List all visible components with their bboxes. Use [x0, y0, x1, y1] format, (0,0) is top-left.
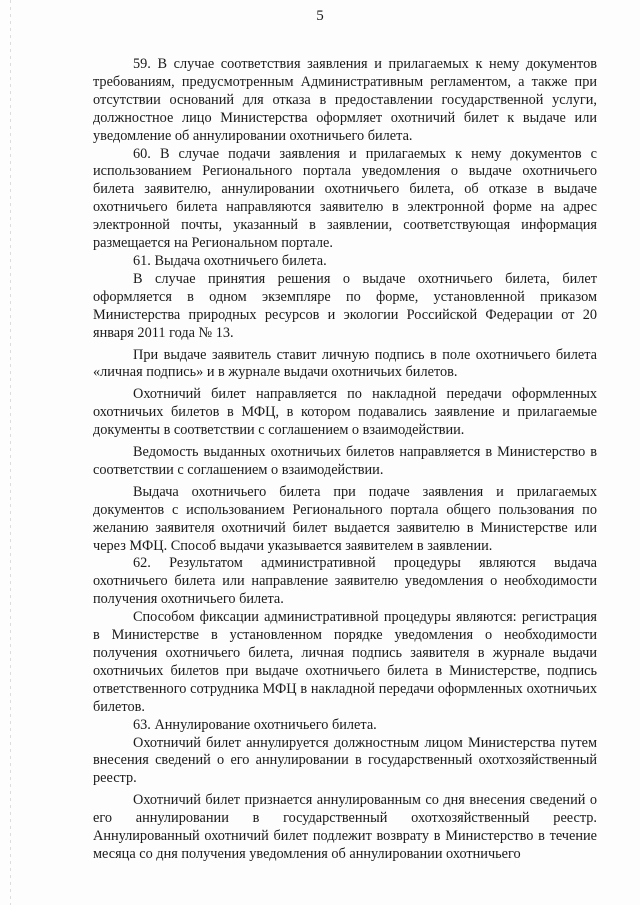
paragraph-63-heading: 63. Аннулирование охотничьего билета. — [133, 716, 377, 733]
paragraph-62: 62. Результатом административной процедуры являются выдача охотничьего билета или направление заявителю уведомления о необходимости получения охотничьего билета. — [93, 555, 597, 608]
scan-edge-left — [10, 0, 11, 905]
paragraph-61-form: В случае принятия решения о выдаче охотничьего билета, билет оформляется в одном экземпляре по форме, установленной приказом Министерства природных ресурсов и экологии Российской Федерации от 20 января 2011 года № 13. — [93, 270, 597, 341]
paragraph-61-portal: Выдача охотничьего билета при подаче заявления и прилагаемых документов с использованием Регионального портала общего пользования по желанию заявителя охотничий билет выдается заявителю в Министерстве или через МФЦ. Способ выдачи указывается заявителем в заявлении. — [93, 483, 597, 554]
paragraph-59: 59. В случае соответствия заявления и прилагаемых к нему документов требованиям, предусмотренным Административным регламентом, а также при отсутствии оснований для отказа в предоставлении государственной услуги, должностное лицо Министерства оформляет охотничий билет к выдаче или уведомление об аннулировании охотничьего билета. — [93, 56, 597, 144]
paragraph-61-statement: Ведомость выданных охотничьих билетов направляется в Министерство в соответствии с соглашением о взаимодействии. — [93, 444, 597, 478]
document-body — [93, 56, 597, 864]
paragraph-63-return: Охотничий билет признается аннулированным со дня внесения сведений о его аннулировании в государственный охотхозяйственный реестр. Аннулированный охотничий билет подлежит возврату в Министерство в течение месяца со дня получения уведомления об аннулировании охотничьего — [93, 792, 597, 862]
paragraph-60: 60. В случае подачи заявления и прилагаемых к нему документов с использованием Регионального портала уведомления о выдаче охотничьего билета заявителю, аннулировании охотничьего билета, об отказе в выдаче охотничьего билета направляются заявителю в электронной форме на адрес электронной почты, указанный в заявлении, соответствующая информация размещается на Региональном портале. — [93, 145, 597, 252]
page-number: 5 — [316, 8, 324, 24]
paragraph-61-signature: При выдаче заявитель ставит личную подпись в поле охотничьего билета «личная подпись» и в журнале выдачи охотничьих билетов. — [93, 346, 597, 381]
paragraph-61-delivery: Охотничий билет направляется по накладной передачи оформленных охотничьих билетов в МФЦ, в котором подавались заявление и прилагаемые документы в соответствии с соглашением о взаимодействии. — [93, 386, 597, 439]
paragraph-62-fixation: Способом фиксации административной процедуры являются: регистрация в Министерстве в установленном порядке уведомления о необходимости получения охотничьего билета, личная подпись заявителя в журнале выдачи охотничьих билетов при выдаче охотничьего билета в Министерстве, подпись ответственного сотрудника МФЦ в накладной передачи оформленных охотничьих билетов. — [93, 609, 597, 715]
paragraph-63-annulment: Охотничий билет аннулируется должностным лицом Министерства путем внесения сведений о его аннулировании в государственный охотхозяйственный реестр. — [93, 734, 597, 787]
paragraph-61-heading: 61. Выдача охотничьего билета. — [133, 252, 327, 269]
